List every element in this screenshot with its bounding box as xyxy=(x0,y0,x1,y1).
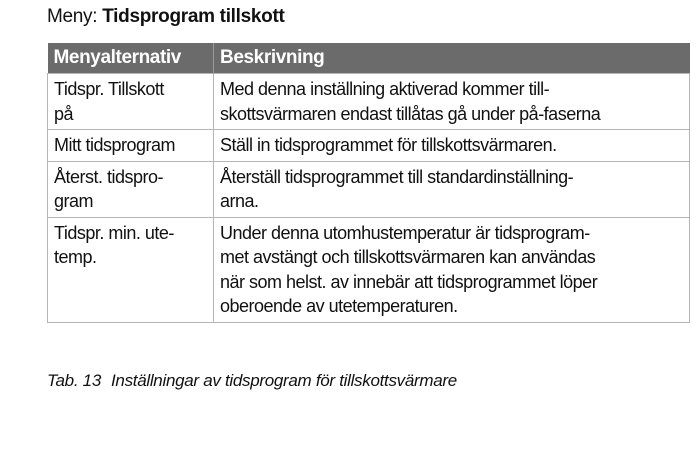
column-header-description: Beskrivning xyxy=(214,43,690,74)
table-row xyxy=(48,130,690,162)
settings-table xyxy=(47,43,690,323)
table-row xyxy=(48,217,690,322)
table-caption xyxy=(47,370,457,392)
option-cell: Återst. tidspro- gram xyxy=(48,161,214,217)
table-row xyxy=(48,161,690,217)
column-header-option: Menyalternativ xyxy=(48,43,214,74)
description-cell: Ställ in tidsprogrammet för tillskottsvärmaren. xyxy=(214,130,690,162)
description-cell: Återställ tidsprogrammet till standardinställning- arna. xyxy=(214,161,690,217)
description-cell: Med denna inställning aktiverad kommer till- skottsvärmaren endast tillåtas gå under på-faserna xyxy=(214,74,690,130)
table-row xyxy=(48,74,690,130)
menu-title: Tidsprogram tillskott xyxy=(102,6,285,27)
description-cell: Under denna utomhustemperatur är tidsprogram- met avstängt och tillskottsvärmaren kan användas när som helst. av innebär att tidsprogrammet löper oberoende av utetemperaturen. xyxy=(214,217,690,322)
menu-heading xyxy=(47,5,285,29)
caption-text: Inställningar av tidsprogram för tillskottsvärmare xyxy=(111,371,457,390)
option-cell: Tidspr. Tillskott på xyxy=(48,74,214,130)
menu-prefix: Meny: xyxy=(47,6,103,27)
option-cell: Tidspr. min. ute- temp. xyxy=(48,217,214,322)
table-header-row xyxy=(48,43,690,74)
caption-label: Tab. 13 xyxy=(47,371,101,390)
option-cell: Mitt tidsprogram xyxy=(48,130,214,162)
